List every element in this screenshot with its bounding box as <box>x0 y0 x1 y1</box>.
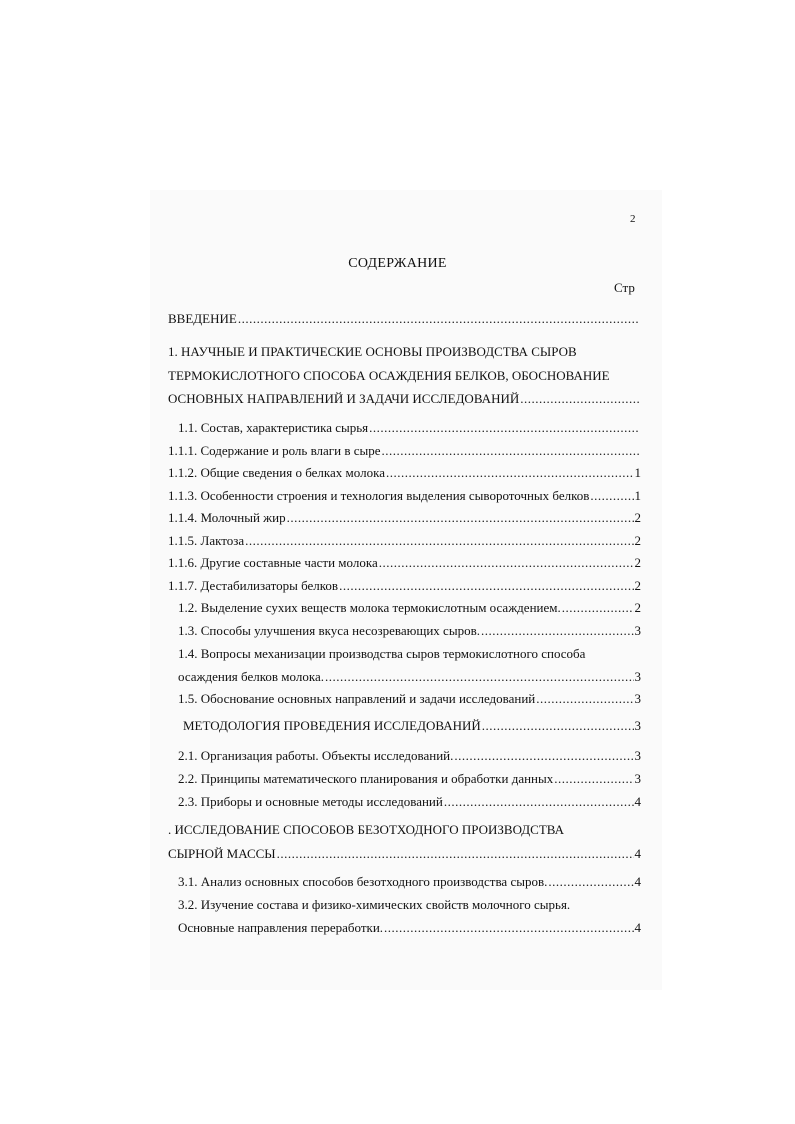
toc-chapter-2: МЕТОДОЛОГИЯ ПРОВЕДЕНИЯ ИССЛЕДОВАНИЙ ..... 3 <box>183 718 641 734</box>
toc-chapter-1-line1: 1. НАУЧНЫЕ И ПРАКТИЧЕСКИЕ ОСНОВЫ ПРОИЗВОДСТВА СЫРОВ <box>168 344 577 359</box>
toc-entry: 1.2. Выделение сухих веществ молока термокислотным осаждением. ..... 2 <box>178 600 641 616</box>
toc-entry: 2.3. Приборы и основные методы исследований ..... 4 <box>178 794 641 810</box>
toc-entry: 1.3. Способы улучшения вкуса несозревающих сыров. ..... 3 <box>178 623 641 639</box>
toc-chapter-1-line2: ТЕРМОКИСЛОТНОГО СПОСОБА ОСАЖДЕНИЯ БЕЛКОВ, ОБОСНОВАНИЕ <box>168 368 610 383</box>
toc-entry-intro: ВВЕДЕНИЕ ..... <box>168 311 641 327</box>
toc-chapter-3-line1: . ИССЛЕДОВАНИЕ СПОСОБОВ БЕЗОТХОДНОГО ПРОИЗВОДСТВА <box>168 822 565 837</box>
toc-entry: 2.1. Организация работы. Объекты исследований. ..... 3 <box>178 748 641 764</box>
toc-entry-1-4-line2: осаждения белков молока. ..... 3 <box>178 669 641 685</box>
toc-entry: 1.1.4. Молочный жир ..... 2 <box>168 510 641 526</box>
page-column-label: Стр <box>614 280 635 295</box>
toc-entry: 1.1.5. Лактоза ..... 2 <box>168 533 641 549</box>
toc-entry: 1.1.6. Другие составные части молока ..... 2 <box>168 555 641 571</box>
toc-entry-3-1: 3.1. Анализ основных способов безотходного производства сыров. ..... 4 <box>178 874 641 890</box>
toc-entry-1-4-line1: 1.4. Вопросы механизации производства сыров термокислотного способа <box>178 646 586 661</box>
toc-chapter-3-line2: СЫРНОЙ МАССЫ ..... 4 <box>168 846 641 862</box>
contents-title: СОДЕРЖАНИЕ <box>348 256 447 271</box>
toc-entry: 1.1.2. Общие сведения о белках молока ..... 1 <box>168 465 641 481</box>
toc-entry: 2.2. Принципы математического планирования и обработки данных ..... 3 <box>178 771 641 787</box>
toc-entry: 1.1. Состав, характеристика сырья ..... <box>178 420 641 436</box>
toc-entry-3-2-line1: 3.2. Изучение состава и физико-химических свойств молочного сырья. <box>178 897 571 912</box>
toc-entry-3-2-line2: Основные направления переработки. ..... 4 <box>178 920 641 936</box>
toc-entry-1-5: 1.5. Обоснование основных направлений и задачи исследований ..... 3 <box>178 691 641 707</box>
toc-entry: 1.1.1. Содержание и роль влаги в сыре ..... <box>168 443 641 459</box>
toc-entry: 1.1.7. Дестабилизаторы белков ..... 2 <box>168 578 641 594</box>
toc-entry: 1.1.3. Особенности строения и технология выделения сывороточных белков ..... 1 <box>168 488 641 504</box>
page-number: 2 <box>630 213 636 225</box>
toc-chapter-1-line3: ОСНОВНЫХ НАПРАВЛЕНИЙ И ЗАДАЧИ ИССЛЕДОВАНИЙ ..... <box>168 391 641 407</box>
